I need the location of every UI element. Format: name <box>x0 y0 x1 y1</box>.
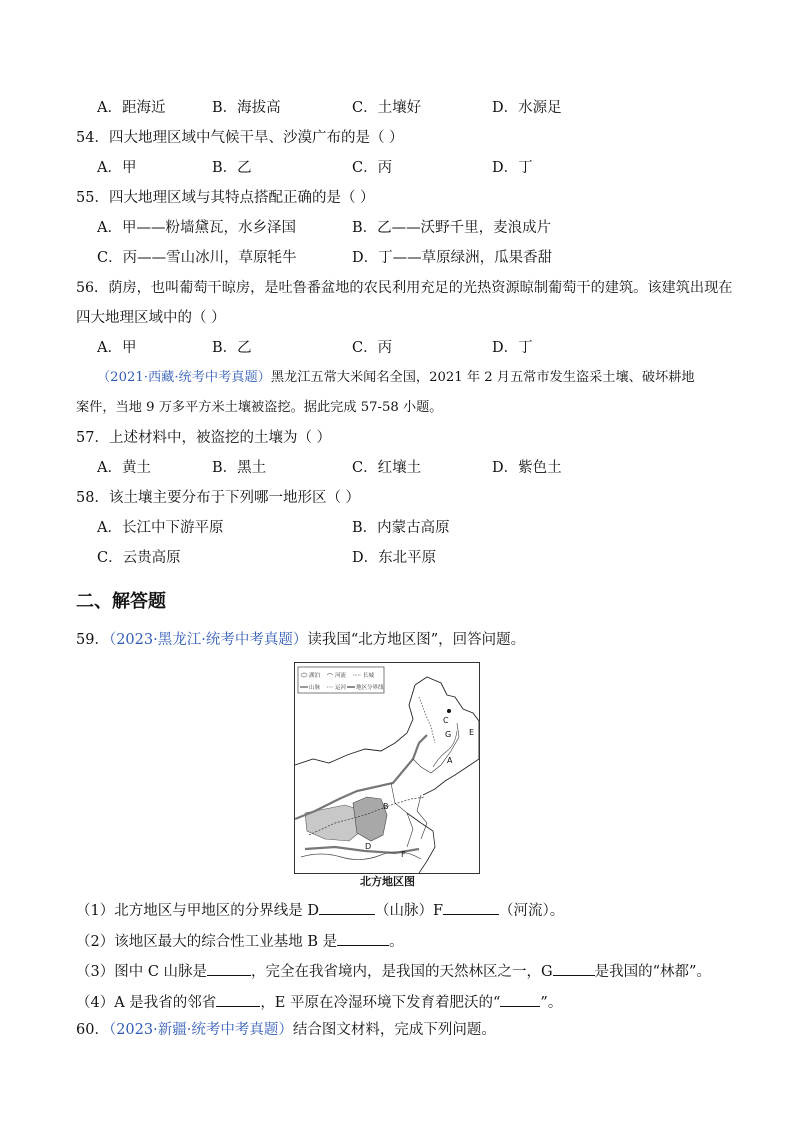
map-label-g: G <box>445 730 452 739</box>
q59-source: （2023·黑龙江·统考中考真题） <box>108 632 308 648</box>
q55-option-c: C．丙——雪山冰川，草原牦牛 <box>97 250 297 266</box>
q59-part3-c: 是我国的“林都”。 <box>594 964 711 980</box>
q59-part3-a: （3）图中 C 山脉是 <box>76 964 208 980</box>
q59-part2-a: （2）该地区最大的综合性工业基地 B 是 <box>76 934 338 950</box>
material-text1: 黑龙江五常大米闻名全国，2021 年 2 月五常市发生盗采土壤、破坏耕地 <box>270 370 695 385</box>
q58-option-d: D．东北平原 <box>352 550 437 566</box>
q56-stem-line2: 四大地理区域中的（ ） <box>76 310 226 326</box>
q54-option-d: D．丁 <box>492 160 533 176</box>
q59-header <box>76 630 525 650</box>
map-label-f: F <box>401 850 406 859</box>
q55-option-d: D．丁——草原绿洲，瓜果香甜 <box>352 250 553 266</box>
q53-option-b: B．海拔高 <box>212 100 281 116</box>
legend-canal: 运河 <box>335 685 347 691</box>
legend-boundary: 地区分界线 <box>356 685 384 691</box>
q53-option-c: C．土壤好 <box>352 100 422 116</box>
q59-blank-c-mountain[interactable] <box>207 959 251 976</box>
north-region-map <box>294 662 480 874</box>
q60-source: （2023·新疆·统考中考真题） <box>108 1022 293 1038</box>
q59-part4 <box>76 990 562 1013</box>
q58-option-a: A．长江中下游平原 <box>97 520 224 536</box>
q56-option-d: D．丁 <box>492 340 533 356</box>
q55-option-b: B．乙——沃野千里，麦浪成片 <box>352 220 552 236</box>
q53-option-d: D．水源足 <box>492 100 562 116</box>
material-line2: 案件，当地 9 万多平方米土壤被盗挖。据此完成 57-58 小题。 <box>76 400 443 415</box>
q59-blank-d-mountain[interactable] <box>319 898 375 915</box>
q57-option-a: A．黄土 <box>97 460 151 476</box>
q58-option-c: C．云贵高原 <box>97 550 181 566</box>
map-label-a: A <box>447 756 453 765</box>
map-label-b: B <box>383 802 389 811</box>
province-line-1 <box>413 723 459 773</box>
province-line-3 <box>417 795 427 839</box>
q54-stem: 54．四大地理区域中气候干旱、沙漠广布的是（ ） <box>76 130 404 146</box>
q59-part4-b: ，E 平原在冷湿环境下发育着肥沃的“ <box>260 995 501 1011</box>
q59-part3 <box>76 959 711 982</box>
q59-blank-f-river[interactable] <box>443 898 499 915</box>
q56-stem-line1: 56．荫房，也叫葡萄干晾房，是吐鲁番盆地的农民利用充足的光热资源晾制葡萄干的建筑。该建筑出现在 <box>76 280 733 296</box>
q60-number: 60． <box>76 1022 109 1038</box>
q59-number: 59． <box>76 632 109 648</box>
city-dot <box>447 709 451 713</box>
q54-option-b: B．乙 <box>212 160 252 176</box>
q59-text: 读我国“北方地区图”，回答问题。 <box>307 632 526 648</box>
q59-blank-b-base[interactable] <box>337 929 389 946</box>
q59-part1-c: （河流）。 <box>499 903 565 919</box>
q57-option-d: D．紫色土 <box>492 460 562 476</box>
legend-wall: 长城 <box>363 673 375 679</box>
q54-option-c: C．丙 <box>352 160 393 176</box>
legend-lake: 湖泊 <box>309 673 321 679</box>
q58-stem: 58．该土壤主要分布于下列哪一地形区（ ） <box>76 490 361 506</box>
q60-header <box>76 1020 496 1040</box>
q57-stem: 57．上述材料中，被盗挖的土壤为（ ） <box>76 430 332 446</box>
material-line1 <box>97 368 695 388</box>
shaded-region-east <box>353 797 387 841</box>
map-label-c: C <box>443 716 449 725</box>
q59-blank-g-city[interactable] <box>553 959 595 976</box>
q59-part3-b: ，完全在我省境内，是我国的天然林区之一，G <box>251 964 553 980</box>
q59-part1 <box>76 898 564 921</box>
map-drawing <box>295 663 479 873</box>
coastline <box>407 813 435 873</box>
q56-option-a: A．甲 <box>97 340 137 356</box>
q54-option-a: A．甲 <box>97 160 137 176</box>
q59-blank-a-province[interactable] <box>216 990 260 1007</box>
section-title: 二、解答题 <box>76 591 166 612</box>
q56-option-c: C．丙 <box>352 340 393 356</box>
legend-river: 河流 <box>335 673 347 679</box>
map-border-north <box>295 685 415 765</box>
map-label-e: E <box>469 728 475 737</box>
map-label-d: D <box>365 842 372 851</box>
q59-part2-b: 。 <box>389 934 404 950</box>
q57-option-b: B．黑土 <box>212 460 267 476</box>
material-source: （2021·西藏·统考中考真题） <box>97 370 271 385</box>
q55-stem: 55．四大地理区域与其特点搭配正确的是（ ） <box>76 190 375 206</box>
q53-option-a: A．距海近 <box>97 100 166 116</box>
q57-option-c: C．红壤土 <box>352 460 422 476</box>
q59-part1-a: （1）北方地区与甲地区的分界线是 D <box>76 903 319 919</box>
q59-part4-a: （4）A 是我省的邻省 <box>76 995 217 1011</box>
q55-option-a: A．甲——粉墙黛瓦，水乡泽国 <box>97 220 296 236</box>
q59-part2 <box>76 929 404 952</box>
q58-option-b: B．内蒙古高原 <box>352 520 450 536</box>
q59-part1-b: （山脉）F <box>374 903 444 919</box>
q60-text: 结合图文材料，完成下列问题。 <box>292 1022 496 1038</box>
q59-part4-c: ”。 <box>540 995 563 1011</box>
q56-option-b: B．乙 <box>212 340 252 356</box>
q59-blank-e-soil[interactable] <box>500 990 540 1007</box>
legend-mountain: 山脉 <box>309 685 321 691</box>
map-caption: 北方地区图 <box>360 875 415 888</box>
